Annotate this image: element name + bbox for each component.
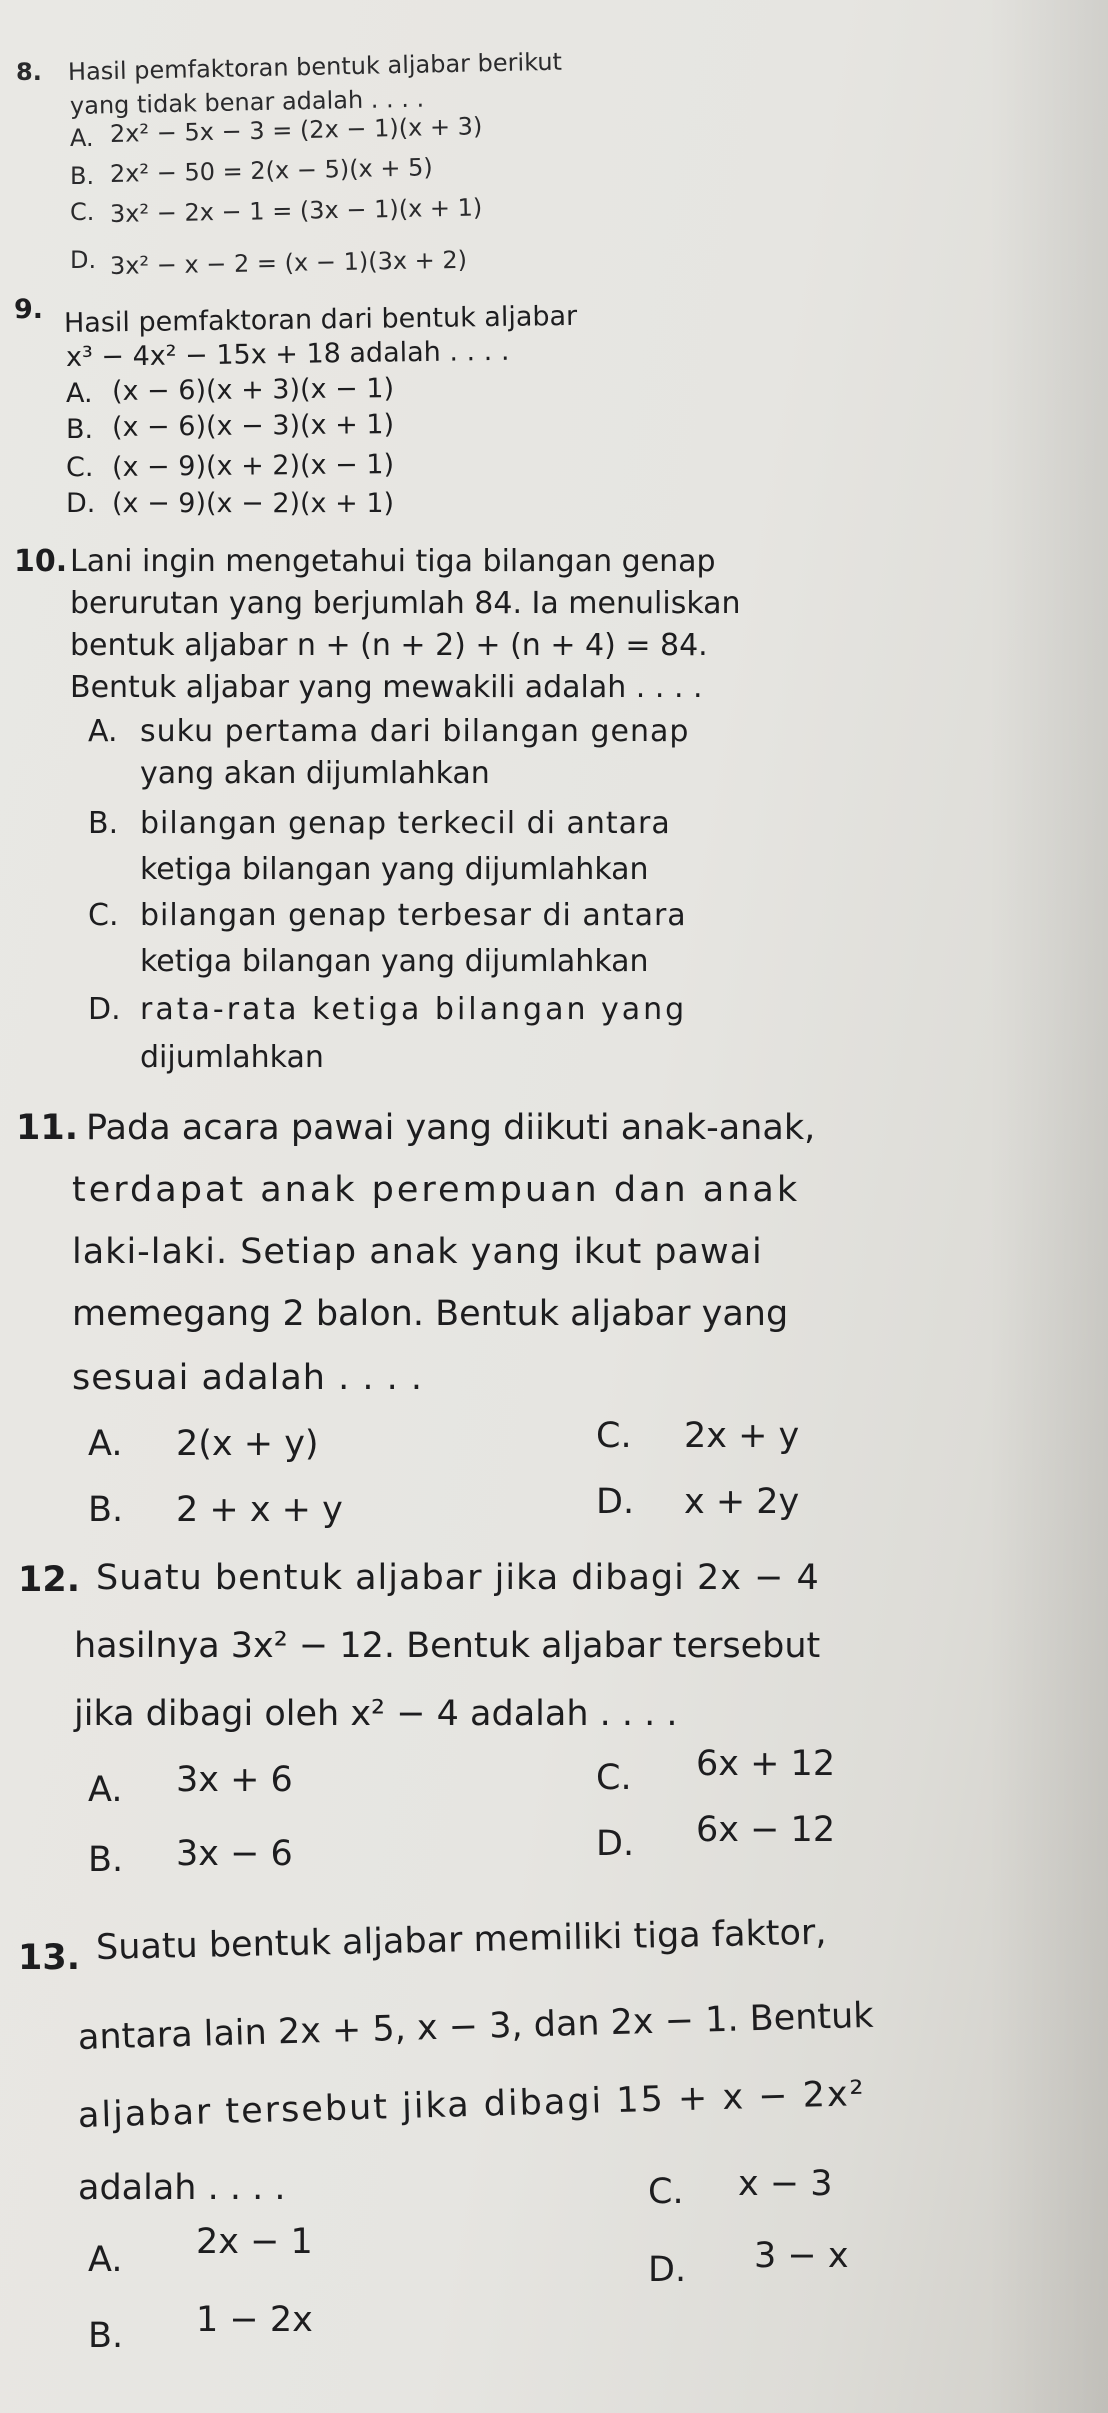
question-stem: Hasil pemfaktoran dari bentuk aljabar — [63, 300, 578, 339]
option-letter: A. — [88, 714, 118, 749]
option-b[interactable]: (x − 6)(x − 3)(x + 1) — [111, 409, 395, 443]
option-a[interactable]: (x − 6)(x + 3)(x − 1) — [111, 373, 395, 407]
option-letter: B. — [88, 1490, 124, 1530]
question-stem-line: Lani ingin mengetahui tiga bilangan genap — [70, 544, 716, 579]
question-number: 12. — [18, 1560, 81, 1600]
question-number: 9. — [14, 294, 44, 325]
option-letter: B. — [88, 806, 119, 841]
option-c-cont[interactable]: ketiga bilangan yang dijumlahkan — [140, 944, 649, 979]
question-stem-line: bentuk aljabar n + (n + 2) + (n + 4) = 84. — [70, 628, 708, 663]
option-a[interactable]: 2x − 1 — [196, 2222, 313, 2262]
option-letter: C. — [66, 452, 94, 483]
option-b[interactable]: 1 − 2x — [196, 2300, 313, 2340]
question-stem-line: laki-laki. Setiap anak yang ikut pawai — [72, 1232, 763, 1272]
question-number: 13. — [18, 1938, 81, 1978]
question-stem-line: adalah . . . . — [78, 2168, 286, 2208]
option-d[interactable]: 3x² − x − 2 = (x − 1)(3x + 2) — [109, 245, 468, 280]
option-letter: B. — [66, 414, 94, 445]
option-d[interactable]: x + 2y — [684, 1482, 800, 1522]
question-number: 11. — [16, 1108, 79, 1148]
question-stem-line: Suatu bentuk aljabar memiliki tiga faktor, — [95, 1912, 827, 1968]
question-stem-line: Bentuk aljabar yang mewakili adalah . . . . — [70, 670, 703, 705]
option-d[interactable]: 6x − 12 — [696, 1810, 836, 1850]
question-stem-line: sesuai adalah . . . . — [72, 1358, 423, 1398]
option-c[interactable]: 3x² − 2x − 1 = (3x − 1)(x + 1) — [109, 193, 483, 228]
question-stem-line: aljabar tersebut jika dibagi 15 + x − 2x² — [77, 2074, 867, 2136]
option-letter: B. — [88, 1840, 124, 1880]
question-stem-line: memegang 2 balon. Bentuk aljabar yang — [72, 1294, 789, 1334]
option-b[interactable]: bilangan genap terkecil di antara — [140, 806, 671, 841]
option-letter: D. — [648, 2250, 687, 2290]
option-c[interactable]: (x − 9)(x + 2)(x − 1) — [111, 449, 395, 483]
option-letter: C. — [596, 1758, 632, 1798]
option-letter: A. — [88, 1770, 123, 1810]
option-letter: B. — [70, 162, 95, 190]
question-stem-line: Suatu bentuk aljabar jika dibagi 2x − 4 — [96, 1558, 820, 1598]
option-letter: D. — [66, 488, 96, 519]
question-stem: x³ − 4x² − 15x + 18 adalah . . . . — [65, 335, 510, 373]
option-letter: D. — [596, 1824, 635, 1864]
option-letter: A. — [88, 1424, 123, 1464]
question-stem: Hasil pemfaktoran bentuk aljabar berikut — [67, 47, 563, 86]
option-letter: C. — [596, 1416, 632, 1456]
question-stem-line: berurutan yang berjumlah 84. Ia menuliskan — [70, 586, 741, 621]
option-b-cont[interactable]: ketiga bilangan yang dijumlahkan — [140, 852, 649, 887]
question-stem-line: Pada acara pawai yang diikuti anak-anak, — [86, 1108, 816, 1148]
option-letter: D. — [70, 246, 97, 274]
question-number: 10. — [14, 544, 68, 579]
option-a[interactable]: suku pertama dari bilangan genap — [140, 714, 690, 749]
page-edge-shadow — [988, 0, 1108, 2413]
option-letter: C. — [70, 198, 95, 226]
option-c[interactable]: 2x + y — [684, 1416, 800, 1456]
option-a-cont[interactable]: yang akan dijumlahkan — [140, 756, 490, 791]
option-d[interactable]: (x − 9)(x − 2)(x + 1) — [112, 488, 395, 519]
option-b[interactable]: 2 + x + y — [176, 1490, 343, 1530]
option-a[interactable]: 2x² − 5x − 3 = (2x − 1)(x + 3) — [109, 112, 483, 148]
option-c[interactable]: x − 3 — [738, 2164, 833, 2204]
option-d-cont[interactable]: dijumlahkan — [140, 1040, 324, 1075]
option-a[interactable]: 2(x + y) — [176, 1424, 319, 1464]
option-a[interactable]: 3x + 6 — [176, 1760, 293, 1800]
option-letter: A. — [70, 124, 94, 152]
option-d[interactable]: rata-rata ketiga bilangan yang — [140, 992, 688, 1027]
option-b[interactable]: 3x − 6 — [176, 1834, 293, 1874]
question-stem-line: terdapat anak perempuan dan anak — [72, 1170, 801, 1210]
question-stem: yang tidak benar adalah . . . . — [69, 84, 425, 120]
option-c[interactable]: bilangan genap terbesar di antara — [140, 898, 687, 933]
option-letter: C. — [648, 2172, 684, 2212]
option-letter: D. — [596, 1482, 635, 1522]
option-b[interactable]: 2x² − 50 = 2(x − 5)(x + 5) — [109, 153, 434, 188]
question-stem-line: antara lain 2x + 5, x − 3, dan 2x − 1. Bentuk — [77, 1995, 875, 2058]
option-c[interactable]: 6x + 12 — [696, 1744, 836, 1784]
option-letter: A. — [88, 2240, 123, 2280]
option-letter: D. — [88, 992, 121, 1027]
question-stem-line: jika dibagi oleh x² − 4 adalah . . . . — [74, 1694, 678, 1734]
question-number: 8. — [16, 58, 42, 86]
option-d[interactable]: 3 − x — [754, 2236, 849, 2276]
question-stem-line: hasilnya 3x² − 12. Bentuk aljabar tersebut — [74, 1626, 821, 1666]
option-letter: B. — [88, 2316, 124, 2356]
option-letter: A. — [66, 378, 93, 409]
option-letter: C. — [88, 898, 119, 933]
